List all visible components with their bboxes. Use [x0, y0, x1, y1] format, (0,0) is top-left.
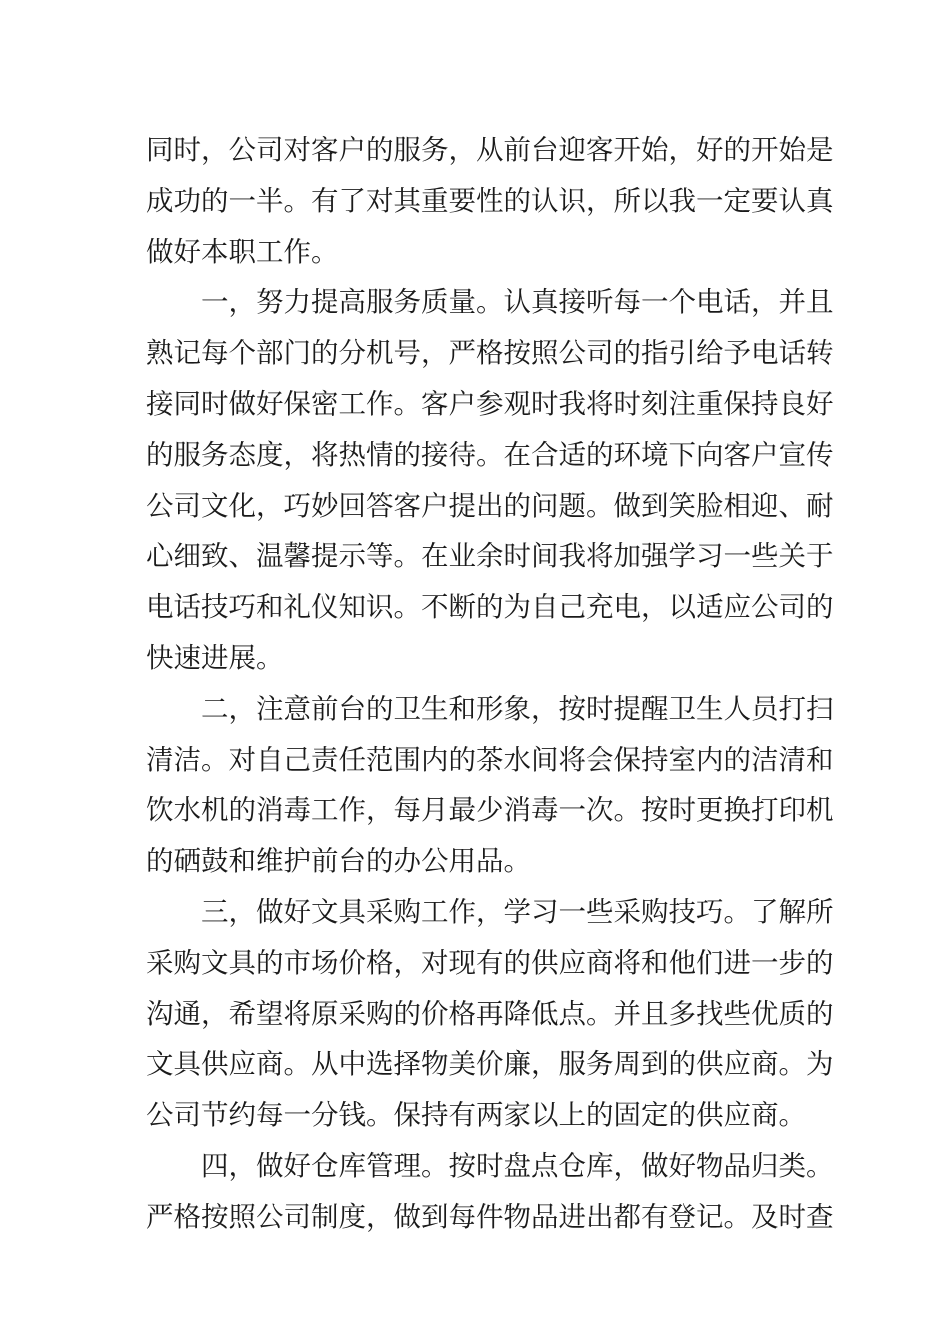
text-line: 一，努力提高服务质量。认真接听每一个电话，并且	[201, 286, 834, 319]
paragraph-intro	[146, 125, 834, 277]
text-line: 心细致、温馨提示等。在业余时间我将加强学习一些关于	[146, 540, 834, 573]
text-line: 清洁。对自己责任范围内的茶水间将会保持室内的洁清和	[146, 743, 834, 776]
text-line: 的硒鼓和维护前台的办公用品。	[146, 845, 531, 878]
text-line: 公司节约每一分钱。保持有两家以上的固定的供应商。	[146, 1099, 806, 1132]
text-line: 的服务态度，将热情的接待。在合适的环境下向客户宣传	[146, 438, 834, 471]
text-line: 快速进展。	[146, 641, 284, 674]
text-line: 三，做好文具采购工作，学习一些采购技巧。了解所	[201, 895, 834, 928]
paragraph-point-3	[146, 887, 834, 1141]
text-line: 同时，公司对客户的服务，从前台迎客开始，好的开始是	[146, 134, 834, 166]
text-line: 做好本职工作。	[146, 235, 339, 268]
text-line: 四，做好仓库管理。按时盘点仓库，做好物品归类。	[201, 1149, 834, 1182]
text-line: 电话技巧和礼仪知识。不断的为自己充电，以适应公司的	[146, 591, 834, 624]
paragraph-point-2	[146, 684, 834, 887]
text-line: 文具供应商。从中选择物美价廉，服务周到的供应商。为	[146, 1048, 834, 1081]
text-line: 采购文具的市场价格，对现有的供应商将和他们进一步的	[146, 946, 834, 979]
text-line: 成功的一半。有了对其重要性的认识，所以我一定要认真	[146, 184, 834, 217]
text-line: 接同时做好保密工作。客户参观时我将时刻注重保持良好	[146, 387, 834, 420]
text-line: 饮水机的消毒工作，每月最少消毒一次。按时更换打印机	[146, 794, 834, 827]
text-line: 严格按照公司制度，做到每件物品进出都有登记。及时查	[146, 1200, 834, 1233]
paragraph-point-1	[146, 277, 834, 683]
paragraph-point-4	[146, 1141, 834, 1243]
text-line: 公司文化，巧妙回答客户提出的问题。做到笑脸相迎、耐	[146, 489, 834, 522]
document-body	[146, 125, 834, 1243]
text-line: 二，注意前台的卫生和形象，按时提醒卫生人员打扫	[201, 692, 834, 725]
text-line: 熟记每个部门的分机号，严格按照公司的指引给予电话转	[146, 337, 834, 370]
text-line: 沟通，希望将原采购的价格再降低点。并且多找些优质的	[146, 997, 834, 1030]
